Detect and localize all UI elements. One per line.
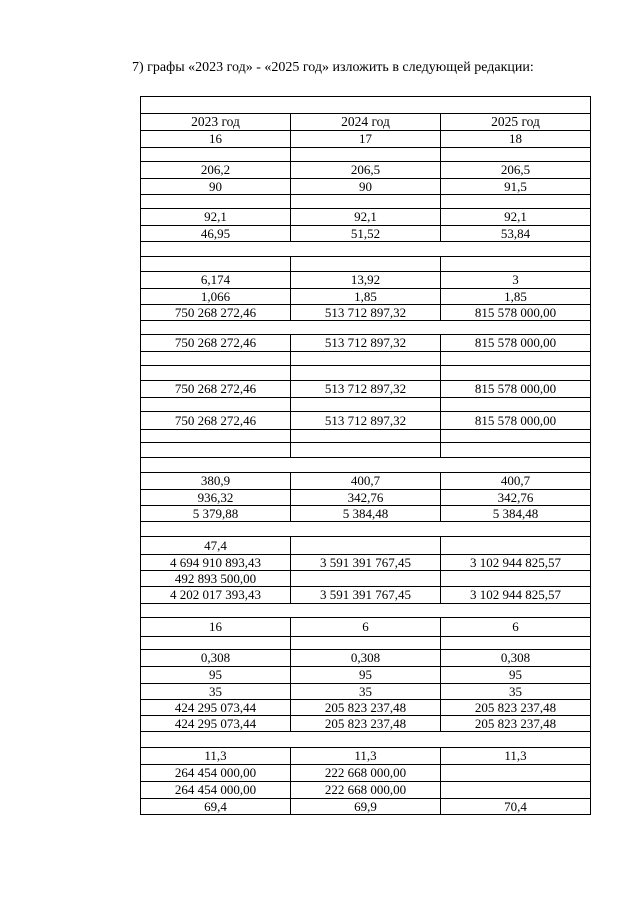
table-cell: 206,2 [200,162,231,177]
table-cell: 1,066 [200,289,231,304]
table-cell: 205 823 237,48 [290,716,440,731]
table-row [141,304,590,320]
table-cell: 342,76 [290,490,440,505]
table-cell: 513 712 897,32 [290,335,440,351]
table-row [141,271,590,288]
table-row [141,147,590,161]
table-row [141,208,590,225]
table-cell [440,765,590,781]
table-cell [290,537,440,554]
table-row [141,472,590,489]
table-row [141,397,590,411]
table-cell: 205 823 237,48 [440,716,590,731]
table-row [141,411,590,429]
table-cell [141,257,290,271]
table-cell: 6,174 [200,272,231,287]
data-table [140,96,591,815]
table-cell: 815 578 000,00 [440,305,590,320]
table-cell [141,195,290,208]
table-cell [290,571,440,586]
table-cell [141,398,290,411]
table-row [141,683,590,699]
table-cell [290,430,440,442]
table-cell: 69,9 [290,799,440,814]
table-row [141,429,590,442]
table-cell: 4 694 910 893,43 [170,555,261,570]
table-cell [440,430,590,442]
table-row [141,649,590,666]
table-cell: 35 [440,684,590,699]
table-cell: 815 578 000,00 [440,381,590,397]
table-cell: 46,95 [200,226,231,241]
table-separator-row [141,603,590,617]
table-row [141,666,590,683]
table-cell: 380,9 [200,473,231,488]
table-cell: 69,4 [204,799,227,814]
table-row [141,764,590,781]
column-header: 2024 год [290,114,440,130]
table-cell [141,148,290,161]
table-separator-row [141,96,590,113]
table-cell: 6 [290,618,440,636]
table-cell: 400,7 [440,473,590,489]
table-cell: 222 668 000,00 [290,782,440,798]
table-row [141,351,590,365]
table-cell [440,571,590,586]
table-cell: 264 454 000,00 [174,765,257,780]
table-cell: 5 384,48 [290,506,440,521]
table-cell: 3 102 944 825,57 [440,587,590,603]
table-separator-row [141,241,590,256]
table-cell [440,257,590,271]
table-cell: 0,308 [440,650,590,666]
table-cell: 3 591 391 767,45 [290,587,440,603]
table-row [141,225,590,241]
table-row [141,365,590,380]
table-cell: 424 295 073,44 [174,716,257,731]
table-cell: 936,32 [197,490,234,505]
table-header-row [141,113,590,130]
table-row [141,194,590,208]
table-cell [290,366,440,380]
table-cell [141,443,290,457]
table-cell: 11,3 [204,748,227,763]
table-separator-row [141,731,590,747]
table-cell [141,366,290,380]
table-cell [440,148,590,161]
table-cell: 95 [209,667,222,682]
table-cell: 35 [290,684,440,699]
table-cell: 400,7 [290,473,440,489]
table-cell [290,148,440,161]
table-cell: 92,1 [440,209,590,225]
table-row [141,334,590,351]
table-cell: 0,308 [290,650,440,666]
table-cell: 342,76 [440,490,590,505]
table-cell: 35 [209,684,222,699]
table-cell: 16 [209,619,222,634]
table-row [141,505,590,521]
table-cell: 53,84 [440,226,590,241]
table-cell: 18 [440,131,590,147]
table-cell: 815 578 000,00 [440,335,590,351]
table-cell: 13,92 [290,272,440,288]
table-cell [141,637,290,649]
table-cell: 11,3 [290,748,440,764]
table-cell: 95 [440,667,590,683]
table-cell: 815 578 000,00 [440,412,590,429]
table-cell [290,195,440,208]
table-cell: 47,4 [204,538,227,553]
table-cell: 11,3 [440,748,590,764]
table-row [141,442,590,457]
table-cell: 424 295 073,44 [174,700,257,715]
table-cell [440,195,590,208]
table-cell: 51,52 [290,226,440,241]
table-cell [440,637,590,649]
table-row [141,130,590,147]
table-cell: 0,308 [200,650,231,665]
table-cell: 513 712 897,32 [290,381,440,397]
column-header: 2025 год [440,114,590,130]
table-cell: 70,4 [440,799,590,814]
table-cell: 750 268 272,46 [174,381,257,396]
table-separator-row [141,521,590,536]
table-cell [290,257,440,271]
table-row [141,570,590,586]
table-cell: 750 268 272,46 [174,413,257,428]
table-row [141,798,590,814]
table-cell: 5 379,88 [192,506,239,521]
table-row [141,715,590,731]
table-cell: 1,85 [440,289,590,304]
table-cell: 17 [290,131,440,147]
table-cell: 750 268 272,46 [174,335,257,350]
table-row [141,161,590,178]
table-row [141,636,590,649]
table-cell [290,443,440,457]
table-cell [440,366,590,380]
table-row [141,489,590,505]
table-cell [290,398,440,411]
table-separator-row [141,320,590,334]
table-row [141,380,590,397]
table-cell: 16 [209,131,222,146]
column-header: 2023 год [191,114,240,129]
table-cell: 205 823 237,48 [440,700,590,715]
table-cell [141,430,290,442]
table-cell: 750 268 272,46 [174,305,257,320]
table-row [141,617,590,636]
table-cell: 5 384,48 [440,506,590,521]
table-cell: 222 668 000,00 [290,765,440,781]
table-cell: 92,1 [290,209,440,225]
table-row [141,699,590,715]
table-cell [440,537,590,554]
table-cell: 205 823 237,48 [290,700,440,715]
table-cell [290,637,440,649]
table-cell: 92,1 [204,209,227,224]
table-cell: 3 [440,272,590,288]
table-cell: 1,85 [290,289,440,304]
table-cell: 513 712 897,32 [290,305,440,320]
table-cell: 206,5 [290,162,440,178]
table-cell: 90 [290,179,440,194]
table-row [141,554,590,570]
table-cell: 492 893 500,00 [174,571,257,586]
table-separator-row [141,457,590,472]
table-cell [141,352,290,365]
table-cell: 3 102 944 825,57 [440,555,590,570]
table-row [141,747,590,764]
table-cell: 95 [290,667,440,683]
table-cell: 4 202 017 393,43 [170,587,261,602]
table-row [141,256,590,271]
table-cell: 206,5 [440,162,590,178]
table-row [141,288,590,304]
table-cell [440,398,590,411]
table-cell [440,443,590,457]
table-cell: 513 712 897,32 [290,412,440,429]
table-row [141,536,590,554]
table-row [141,586,590,603]
intro-text: 7) графы «2023 год» - «2025 год» изложить в следующей редакции: [132,60,534,75]
table-cell [440,782,590,798]
table-cell [440,352,590,365]
table-cell: 91,5 [440,179,590,194]
table-cell: 3 591 391 767,45 [290,555,440,570]
table-cell: 264 454 000,00 [174,782,257,797]
table-row [141,781,590,798]
table-cell: 90 [209,179,222,194]
table-cell: 6 [440,618,590,636]
table-cell [290,352,440,365]
table-row [141,178,590,194]
